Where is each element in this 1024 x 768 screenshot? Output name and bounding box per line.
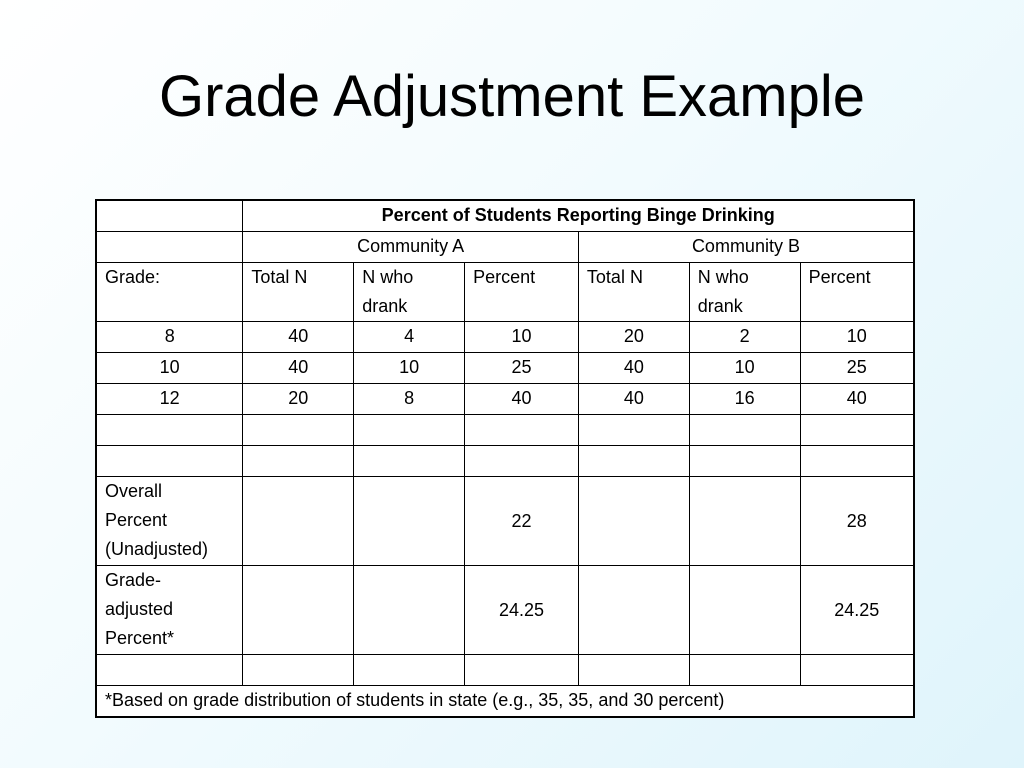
empty-cell <box>243 446 354 477</box>
empty-row <box>96 655 914 686</box>
a-percent-cell: 40 <box>465 384 579 415</box>
b-who-cell: 16 <box>689 384 800 415</box>
empty-cell <box>800 655 914 686</box>
table-row <box>96 353 914 384</box>
b-who-line2: drank <box>697 296 743 316</box>
a-who-line2: drank <box>362 296 408 316</box>
adjusted-row <box>96 566 914 655</box>
binge-drinking-table <box>95 199 915 718</box>
empty-cell <box>689 415 800 446</box>
grade-cell: 8 <box>96 322 243 353</box>
grade-cell: 12 <box>96 384 243 415</box>
community-a-header: Community A <box>243 232 579 263</box>
empty-cell <box>689 477 800 566</box>
empty-cell <box>689 446 800 477</box>
empty-cell <box>243 477 354 566</box>
a-percent-cell: 10 <box>465 322 579 353</box>
adjusted-label-line1: Grade- <box>105 570 162 590</box>
a-total-header: Total N <box>243 263 354 322</box>
grade-cell: 10 <box>96 353 243 384</box>
adjusted-label <box>96 566 243 655</box>
main-header: Percent of Students Reporting Binge Drinking <box>243 200 914 232</box>
b-total-header: Total N <box>578 263 689 322</box>
empty-cell <box>96 232 243 263</box>
empty-cell <box>96 415 243 446</box>
empty-cell <box>354 446 465 477</box>
overall-label <box>96 477 243 566</box>
adjusted-b-percent: 24.25 <box>800 566 914 655</box>
a-who-line1: N who <box>362 267 414 287</box>
a-who-header <box>354 263 465 322</box>
a-total-cell: 20 <box>243 384 354 415</box>
b-total-cell: 40 <box>578 353 689 384</box>
empty-cell <box>354 415 465 446</box>
empty-cell <box>96 446 243 477</box>
empty-row <box>96 415 914 446</box>
b-who-cell: 10 <box>689 353 800 384</box>
table-row <box>96 384 914 415</box>
overall-b-percent: 28 <box>800 477 914 566</box>
b-total-cell: 40 <box>578 384 689 415</box>
adjusted-label-line3: Percent* <box>105 628 175 648</box>
overall-label-line3: (Unadjusted) <box>105 539 209 559</box>
adjusted-label-line2: adjusted <box>105 599 174 619</box>
empty-cell <box>354 566 465 655</box>
footnote-row <box>96 686 914 718</box>
adjusted-a-percent: 24.25 <box>465 566 579 655</box>
b-percent-header: Percent <box>800 263 914 322</box>
b-who-cell: 2 <box>689 322 800 353</box>
overall-label-line2: Percent <box>105 510 168 530</box>
overall-label-line1: Overall <box>105 481 163 501</box>
a-who-cell: 8 <box>354 384 465 415</box>
empty-cell <box>354 655 465 686</box>
empty-cell <box>465 415 579 446</box>
overall-a-percent: 22 <box>465 477 579 566</box>
empty-cell <box>96 200 243 232</box>
a-percent-cell: 25 <box>465 353 579 384</box>
overall-row <box>96 477 914 566</box>
footnote: *Based on grade distribution of students in state (e.g., 35, 35, and 30 percent) <box>96 686 914 718</box>
a-percent-header: Percent <box>465 263 579 322</box>
empty-cell <box>689 566 800 655</box>
column-header-row <box>96 263 914 322</box>
empty-cell <box>465 655 579 686</box>
empty-cell <box>578 566 689 655</box>
empty-cell <box>96 655 243 686</box>
empty-cell <box>800 446 914 477</box>
b-who-line1: N who <box>697 267 749 287</box>
b-who-header <box>689 263 800 322</box>
table-main-header-row <box>96 200 914 232</box>
community-b-header: Community B <box>578 232 914 263</box>
b-percent-cell: 10 <box>800 322 914 353</box>
a-total-cell: 40 <box>243 322 354 353</box>
empty-row <box>96 446 914 477</box>
empty-cell <box>243 566 354 655</box>
grade-header: Grade: <box>96 263 243 322</box>
slide-title: Grade Adjustment Example <box>158 64 866 129</box>
empty-cell <box>578 446 689 477</box>
empty-cell <box>578 415 689 446</box>
empty-cell <box>354 477 465 566</box>
community-header-row <box>96 232 914 263</box>
b-percent-cell: 40 <box>800 384 914 415</box>
a-who-cell: 4 <box>354 322 465 353</box>
empty-cell <box>465 446 579 477</box>
table-row <box>96 322 914 353</box>
empty-cell <box>578 655 689 686</box>
empty-cell <box>243 655 354 686</box>
b-percent-cell: 25 <box>800 353 914 384</box>
empty-cell <box>800 415 914 446</box>
a-who-cell: 10 <box>354 353 465 384</box>
a-total-cell: 40 <box>243 353 354 384</box>
b-total-cell: 20 <box>578 322 689 353</box>
empty-cell <box>243 415 354 446</box>
empty-cell <box>578 477 689 566</box>
empty-cell <box>689 655 800 686</box>
